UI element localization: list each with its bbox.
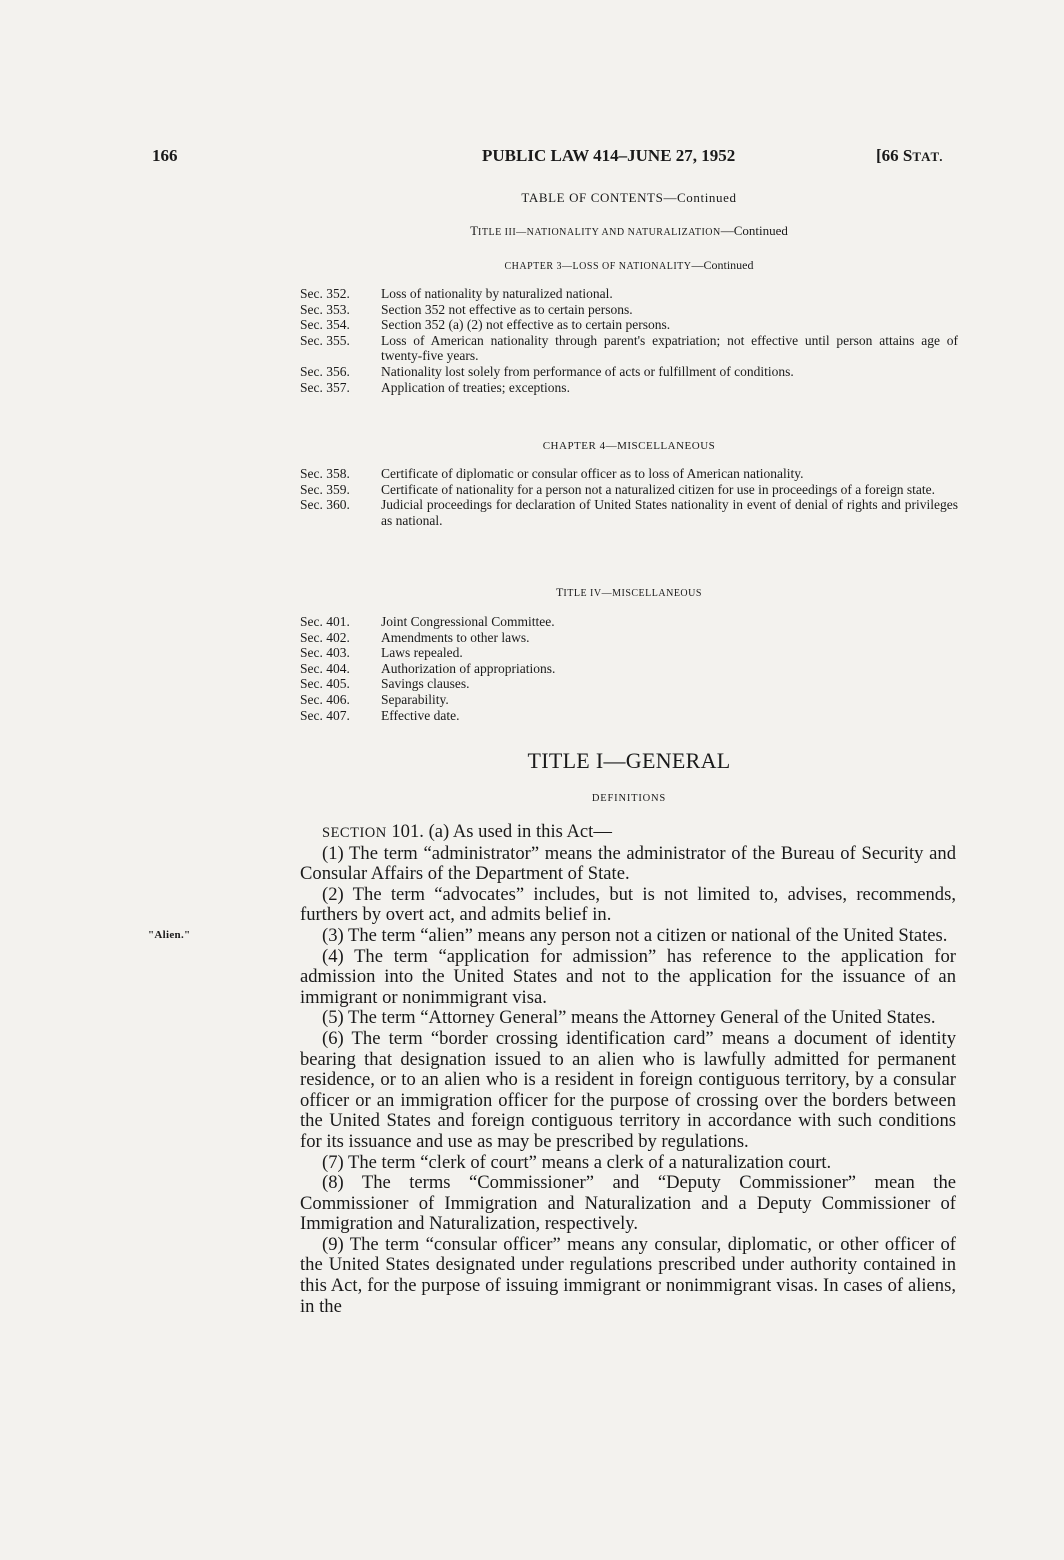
chapter-3-small: CHAPTER 3—LOSS OF NATIONALITY — [504, 261, 692, 272]
toc-item-number: Sec. 357. — [300, 379, 350, 395]
toc-item-text: Authorization of appropriations. — [381, 660, 556, 676]
toc-item — [300, 380, 958, 396]
toc-item — [300, 708, 958, 724]
definitions-heading: DEFINITIONS — [591, 793, 667, 804]
toc-item — [300, 482, 958, 498]
title-iii-small: ITLE III—NATIONALITY AND NATURALIZATION — [478, 227, 721, 238]
toc-item — [300, 692, 958, 708]
section-intro-text: 101. (a) As used in this Act— — [386, 821, 612, 842]
statute-reference — [876, 146, 943, 166]
definition-paragraph: (8) The terms “Commissioner” and “Deputy Commissioner” mean the Commissioner of Immigration and Naturalization and a Deputy Commissioner of Immigration and Naturalization, respectively. — [300, 1172, 956, 1235]
toc-item-text: Loss of American nationality through parent's expatriation; not effective until person attains age of twenty-five years. — [381, 332, 958, 364]
definition-paragraph: (6) The term “border crossing identification card” means a document of identity bearing that designation issued to an alien who is lawfully admitted for permanent residence, or to an alien who is a resident in foreign contiguous territory, by a consular officer or an immigration officer for the purpose of crossing over the borders between the United States and foreign contiguous territory in accordance with such conditions for its issuance and use as may be prescribed by regulations. — [300, 1027, 956, 1152]
definition-paragraph: (9) The term “consular officer” means any consular, diplomatic, or other officer of the United States designated under regulations prescribed under authority contained in this Act, for the purpose of issuing immigrant or nonimmigrant visas. In cases of aliens, in the — [300, 1233, 956, 1317]
toc-item — [300, 302, 958, 318]
toc-heading-continued: —Continued — [663, 190, 737, 205]
toc-item-number: Sec. 353. — [300, 301, 350, 317]
title-iv-initial: T — [556, 585, 564, 599]
title-i-heading: TITLE I—GENERAL — [527, 748, 731, 773]
chapter-3-continued: —Continued — [691, 258, 754, 272]
toc-heading-main: TABLE OF CONTENTS — [521, 190, 664, 205]
toc-item-number: Sec. 407. — [300, 707, 350, 723]
title-iii-heading — [300, 223, 958, 239]
toc-item-number: Sec. 358. — [300, 466, 350, 481]
toc-item — [300, 364, 958, 380]
toc-item-number: Sec. 401. — [300, 614, 350, 629]
toc-item — [300, 676, 958, 692]
toc-item — [300, 497, 958, 528]
toc-item-text: Joint Congressional Committee. — [381, 614, 555, 629]
toc-item-number: Sec. 354. — [300, 317, 350, 333]
title-iii-initial: T — [470, 223, 479, 238]
chapter-3-heading — [300, 258, 958, 273]
toc-item-text: Certificate of diplomatic or consular officer as to loss of American nationality. — [381, 466, 804, 481]
definition-paragraph: (7) The term “clerk of court” means a clerk of a naturalization court. — [322, 1151, 832, 1173]
title-iv-list — [300, 614, 958, 723]
toc-item-number: Sec. 406. — [300, 691, 350, 707]
toc-item-text: Loss of nationality by naturalized national. — [381, 286, 613, 301]
toc-item-text: Section 352 not effective as to certain persons. — [381, 301, 633, 317]
toc-item-text: Savings clauses. — [381, 676, 470, 692]
body-text — [300, 822, 956, 1317]
toc-item-text: Application of treaties; exceptions. — [381, 379, 570, 395]
running-head: PUBLIC LAW 414–JUNE 27, 1952 — [482, 146, 736, 165]
toc-item-text: Certificate of nationality for a person not a naturalized citizen for use in proceedings of a foreign state. — [381, 481, 936, 497]
title-iii-continued: —Continued — [720, 223, 788, 238]
toc-item — [300, 661, 958, 677]
toc-item-number: Sec. 404. — [300, 660, 350, 676]
toc-heading — [300, 190, 958, 206]
toc-item — [300, 286, 958, 302]
toc-item-text: Amendments to other laws. — [381, 629, 530, 645]
statute-suffix: TAT. — [912, 149, 944, 164]
chapter-3-list — [300, 286, 958, 395]
toc-item — [300, 333, 958, 364]
definition-paragraph: (2) The term “advocates” includes, but is not limited to, advises, recommends, furthers by overt act, and admits belief in. — [300, 883, 956, 926]
title-iv-heading — [300, 585, 958, 600]
toc-item-text: Nationality lost solely from performance of acts or fulfillment of conditions. — [381, 363, 794, 379]
toc-item-text: Judicial proceedings for declaration of United States nationality in event of denial of rights and privileges as national. — [381, 497, 958, 528]
page-number: 166 — [152, 146, 178, 165]
toc-item — [300, 645, 958, 661]
chapter-4-list — [300, 466, 958, 528]
definition-paragraph: (5) The term “Attorney General” means the Attorney General of the United States. — [322, 1007, 936, 1029]
definition-paragraph: (3) The term “alien” means any person not a citizen or national of the United States. — [322, 924, 948, 946]
toc-item-number: Sec. 402. — [300, 629, 350, 645]
toc-item-number: Sec. 403. — [300, 645, 350, 661]
toc-item-text: Separability. — [381, 691, 449, 707]
chapter-4-heading: CHAPTER 4—MISCELLANEOUS — [542, 440, 716, 452]
toc-item-number: Sec. 352. — [300, 286, 350, 301]
toc-item — [300, 317, 958, 333]
toc-item — [300, 466, 958, 482]
toc-item — [300, 630, 958, 646]
section-intro — [300, 822, 956, 844]
statute-prefix: [66 S — [876, 146, 913, 165]
toc-item-number: Sec. 355. — [300, 332, 350, 348]
definition-paragraph: (4) The term “application for admission” has reference to the application for admission into the United States and not to the application for the issuance of an immigrant or nonimmigrant visa. — [300, 945, 956, 1008]
toc-item-text: Effective date. — [381, 707, 460, 723]
definition-paragraph: (1) The term “administrator” means the administrator of the Bureau of Security and Consular Affairs of the Department of State. — [300, 842, 956, 885]
toc-item-text: Laws repealed. — [381, 645, 463, 661]
toc-item-number: Sec. 356. — [300, 363, 350, 379]
toc-item-text: Section 352 (a) (2) not effective as to certain persons. — [381, 317, 671, 333]
toc-item — [300, 614, 958, 630]
toc-item-number: Sec. 360. — [300, 497, 350, 513]
section-label: SECTION — [322, 825, 387, 841]
title-iv-small: ITLE IV—MISCELLANEOUS — [563, 588, 702, 599]
margin-note: "Alien." — [148, 929, 191, 941]
toc-item-number: Sec. 359. — [300, 481, 350, 497]
toc-item-number: Sec. 405. — [300, 676, 350, 692]
